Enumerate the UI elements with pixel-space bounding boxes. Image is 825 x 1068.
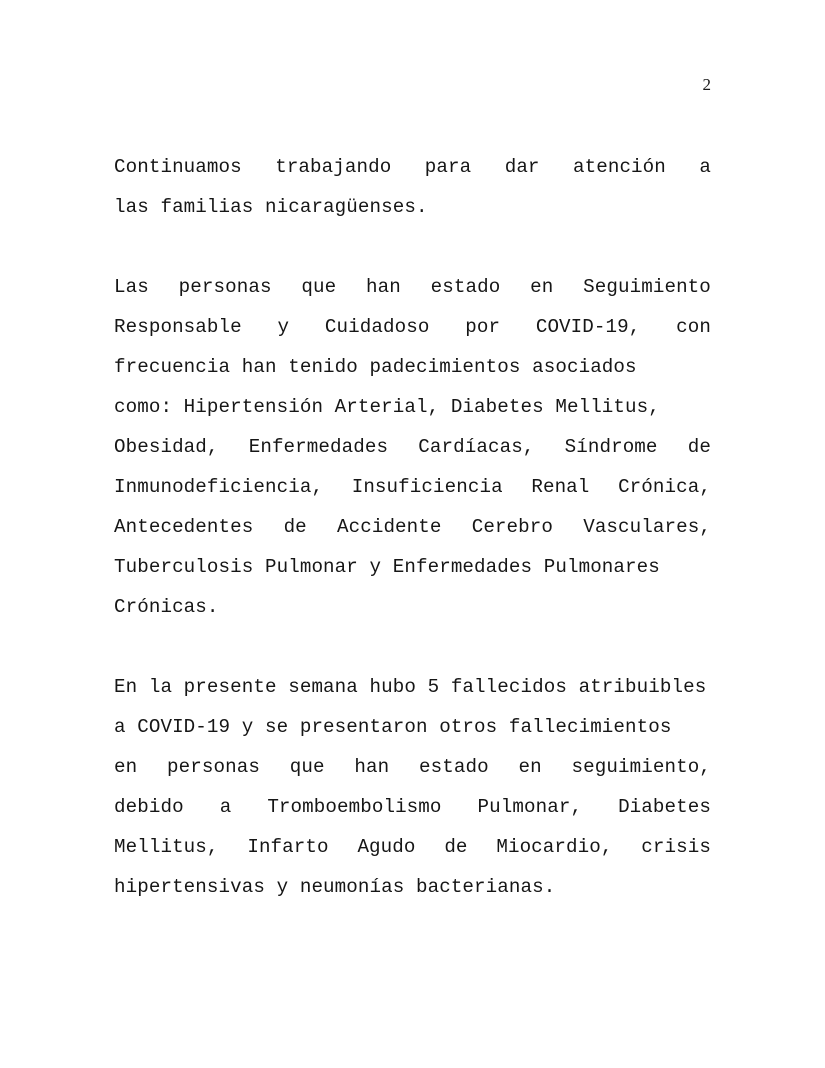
text-word: de bbox=[283, 516, 307, 538]
text-word: Miocardio, bbox=[496, 836, 613, 858]
text-word: Renal bbox=[531, 476, 590, 498]
text-word: COVID-19, bbox=[535, 316, 641, 338]
paragraph-3 bbox=[114, 667, 711, 907]
text-word: Tromboembolismo bbox=[267, 796, 442, 818]
text-word: Pulmonar, bbox=[477, 796, 583, 818]
text-line bbox=[114, 427, 711, 467]
text-line: frecuencia han tenido padecimientos asociados bbox=[114, 356, 637, 378]
text-line bbox=[114, 147, 711, 187]
text-word: personas bbox=[167, 756, 260, 778]
text-word: a bbox=[699, 156, 711, 178]
paragraph-1 bbox=[114, 147, 711, 227]
text-word: Accidente bbox=[336, 516, 442, 538]
text-word: Las bbox=[114, 276, 149, 298]
text-word: debido bbox=[114, 796, 184, 818]
text-word: atención bbox=[572, 156, 666, 178]
text-word: estado bbox=[430, 276, 501, 298]
text-line: las familias nicaragüenses. bbox=[114, 196, 428, 218]
text-word: Cuidadoso bbox=[324, 316, 430, 338]
text-line bbox=[114, 507, 711, 547]
text-line: Crónicas. bbox=[114, 596, 219, 618]
text-word: en bbox=[530, 276, 554, 298]
text-word: Continuamos bbox=[114, 156, 242, 178]
text-line: hipertensivas y neumonías bacterianas. bbox=[114, 876, 556, 898]
text-word: que bbox=[289, 756, 325, 778]
text-word: seguimiento, bbox=[571, 756, 711, 778]
text-word: Vasculares, bbox=[583, 516, 711, 538]
text-line bbox=[114, 307, 711, 347]
text-line: como: Hipertensión Arterial, Diabetes Mellitus, bbox=[114, 396, 660, 418]
text-word: Insuficiencia bbox=[351, 476, 503, 498]
text-word: Responsable bbox=[114, 316, 242, 338]
text-word: personas bbox=[178, 276, 272, 298]
text-word: Agudo bbox=[357, 836, 416, 858]
text-word: para bbox=[424, 156, 472, 178]
text-word: en bbox=[114, 756, 138, 778]
text-word: Obesidad, bbox=[114, 436, 219, 458]
text-word: crisis bbox=[641, 836, 711, 858]
text-line: Tuberculosis Pulmonar y Enfermedades Pulmonares bbox=[114, 556, 660, 578]
text-word: con bbox=[676, 316, 711, 338]
text-word: Inmunodeficiencia, bbox=[114, 476, 324, 498]
text-word: estado bbox=[419, 756, 489, 778]
text-word: han bbox=[354, 756, 390, 778]
text-word: que bbox=[301, 276, 337, 298]
text-word: por bbox=[465, 316, 501, 338]
text-line: En la presente semana hubo 5 fallecidos atribuibles bbox=[114, 676, 707, 698]
text-word: han bbox=[366, 276, 401, 298]
paragraph-2 bbox=[114, 267, 711, 627]
text-word: Crónica, bbox=[618, 476, 711, 498]
text-line bbox=[114, 467, 711, 507]
text-word: dar bbox=[504, 156, 540, 178]
page-number: 2 bbox=[702, 75, 711, 94]
text-word: a bbox=[219, 796, 232, 818]
text-line bbox=[114, 787, 711, 827]
document-body bbox=[114, 147, 711, 907]
text-word: Infarto bbox=[247, 836, 329, 858]
text-word: trabajando bbox=[275, 156, 392, 178]
text-line bbox=[114, 267, 711, 307]
text-word: y bbox=[277, 316, 290, 338]
text-word: de bbox=[444, 836, 468, 858]
text-word: Mellitus, bbox=[114, 836, 219, 858]
text-word: Síndrome bbox=[564, 436, 658, 458]
text-line bbox=[114, 747, 711, 787]
text-word: Seguimiento bbox=[583, 276, 711, 298]
text-line bbox=[114, 827, 711, 867]
text-word: Enfermedades bbox=[248, 436, 389, 458]
text-word: Diabetes bbox=[618, 796, 711, 818]
text-word: Antecedentes bbox=[114, 516, 254, 538]
text-word: Cerebro bbox=[471, 516, 554, 538]
text-word: en bbox=[518, 756, 542, 778]
text-word: Cardíacas, bbox=[418, 436, 535, 458]
text-line: a COVID-19 y se presentaron otros fallecimientos bbox=[114, 716, 672, 738]
text-word: de bbox=[687, 436, 711, 458]
